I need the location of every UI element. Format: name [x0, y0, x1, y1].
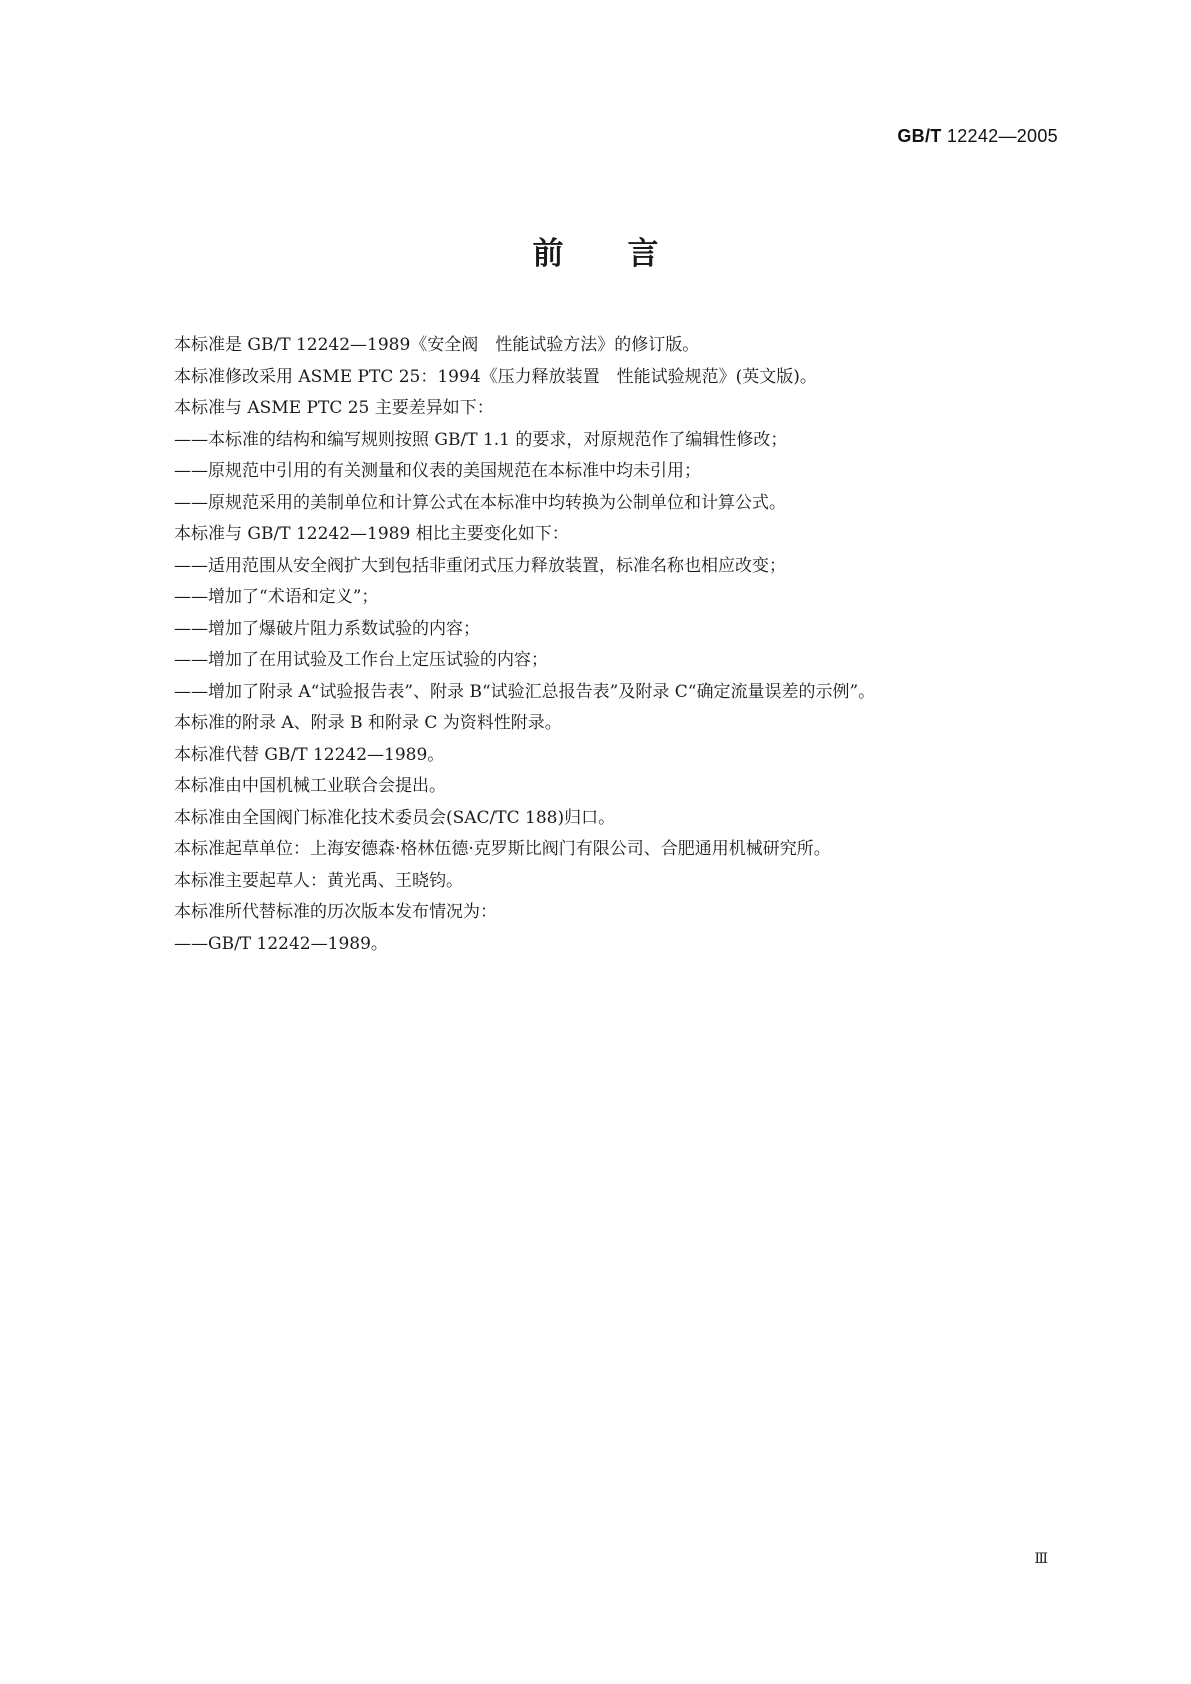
preface-body: [174, 330, 1054, 960]
page-title: [0, 228, 1191, 273]
title-char-1: 前: [532, 236, 564, 272]
paragraph-line: ——原规范采用的美制单位和计算公式在本标准中均转换为公制单位和计算公式。: [174, 492, 786, 513]
paragraph-line: ——增加了在用试验及工作台上定压试验的内容；: [174, 650, 548, 670]
title-char-2: 言: [627, 236, 659, 272]
standard-code-prefix: GB/T: [897, 126, 942, 146]
paragraph-line: ——本标准的结构和编写规则按照 GB/T 1.1 的要求，对原规范作了编辑性修改；: [174, 429, 788, 450]
paragraph-line: 本标准所代替标准的历次版本发布情况为：: [174, 902, 497, 922]
paragraph-line: 本标准由全国阀门标准化技术委员会(SAC/TC 188)归口。: [174, 807, 616, 828]
paragraph-line: 本标准与 GB/T 12242—1989 相比主要变化如下：: [174, 524, 569, 544]
paragraph-line: ——增加了“术语和定义”；: [174, 587, 379, 607]
paragraph-line: ——增加了附录 A“试验报告表”、附录 B“试验汇总报告表”及附录 C“确定流量误差的示例”。: [174, 681, 876, 702]
paragraph-line: 本标准是 GB/T 12242—1989《安全阀 性能试验方法》的修订版。: [174, 335, 700, 355]
paragraph-line: ——原规范中引用的有关测量和仪表的美国规范在本标准中均未引用；: [174, 461, 701, 481]
standard-code-number: 12242—2005: [946, 126, 1058, 146]
paragraph-line: ——适用范围从安全阀扩大到包括非重闭式压力释放装置，标准名称也相应改变；: [174, 555, 786, 576]
standard-code: [897, 126, 1058, 147]
paragraph-line: ——GB/T 12242—1989。: [174, 933, 388, 954]
paragraph-line: 本标准与 ASME PTC 25 主要差异如下：: [174, 398, 494, 418]
paragraph-line: 本标准起草单位：上海安德森·格林伍德·克罗斯比阀门有限公司、合肥通用机械研究所。: [174, 839, 831, 859]
paragraph-line: 本标准主要起草人：黄光禹、王晓钧。: [174, 870, 463, 891]
paragraph-line: 本标准代替 GB/T 12242—1989。: [174, 744, 445, 765]
paragraph-line: ——增加了爆破片阻力系数试验的内容；: [174, 618, 480, 639]
paragraph-line: 本标准由中国机械工业联合会提出。: [174, 776, 446, 796]
page-number: Ⅲ: [1034, 1552, 1048, 1567]
paragraph-line: 本标准的附录 A、附录 B 和附录 C 为资料性附录。: [174, 713, 562, 733]
paragraph-line: 本标准修改采用 ASME PTC 25：1994《压力释放装置 性能试验规范》(英文版)。: [174, 366, 817, 387]
